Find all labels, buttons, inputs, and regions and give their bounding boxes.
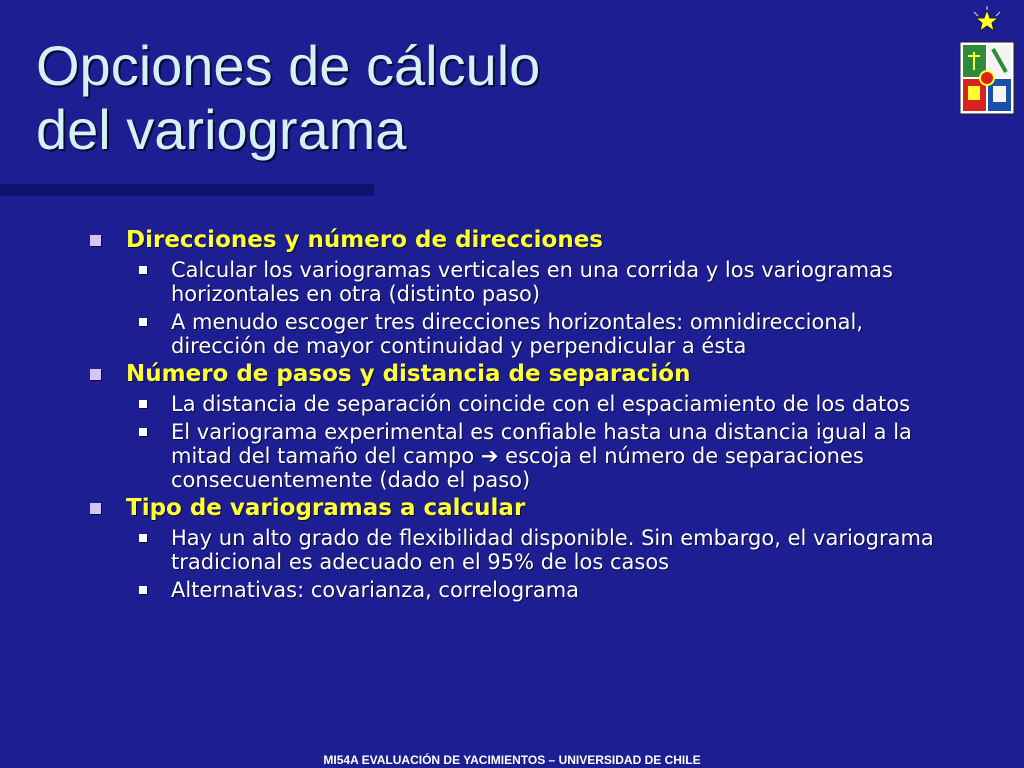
university-crest-icon: [958, 4, 1016, 116]
square-bullet-icon: [90, 235, 101, 246]
slide-footer: MI54A EVALUACIÓN DE YACIMIENTOS – UNIVERSIDAD DE CHILE: [323, 753, 701, 767]
square-bullet-icon: [139, 266, 147, 274]
list-item: La distancia de separación coincide con el espaciamiento de los datos: [171, 392, 961, 416]
title-underline-bar: [0, 184, 374, 196]
list-item: El variograma experimental es confiable hasta una distancia igual a la mitad del tamaño del campo ➔ escoja el número de separaciones consecuentemente (dado el paso): [171, 420, 961, 492]
section-heading: Tipo de variogramas a calcular: [88, 494, 988, 522]
square-bullet-icon: [139, 318, 147, 326]
square-bullet-icon: [139, 400, 147, 408]
section-lags: [88, 360, 988, 492]
slide-title-line-2: del variograma: [36, 98, 407, 161]
section-heading: Número de pasos y distancia de separación: [88, 360, 988, 388]
square-bullet-icon: [90, 369, 101, 380]
square-bullet-icon: [139, 428, 147, 436]
list-item: Calcular los variogramas verticales en una corrida y los variogramas horizontales en otra (distinto paso): [171, 258, 961, 306]
slide-title-line-1: Opciones de cálculo: [36, 34, 541, 97]
section-variogram-types: [88, 494, 988, 602]
slide-title: [36, 34, 540, 162]
section-directions: [88, 226, 988, 358]
list-item: Alternativas: covarianza, correlograma: [171, 578, 961, 602]
square-bullet-icon: [139, 534, 147, 542]
square-bullet-icon: [139, 586, 147, 594]
square-bullet-icon: [90, 503, 101, 514]
section-heading: Direcciones y número de direcciones: [88, 226, 988, 254]
list-item: Hay un alto grado de flexibilidad disponible. Sin embargo, el variograma tradicional es adecuado en el 95% de los casos: [171, 526, 961, 574]
list-item: A menudo escoger tres direcciones horizontales: omnidireccional, dirección de mayor continuidad y perpendicular a ésta: [171, 310, 961, 358]
slide-body: [88, 224, 988, 602]
